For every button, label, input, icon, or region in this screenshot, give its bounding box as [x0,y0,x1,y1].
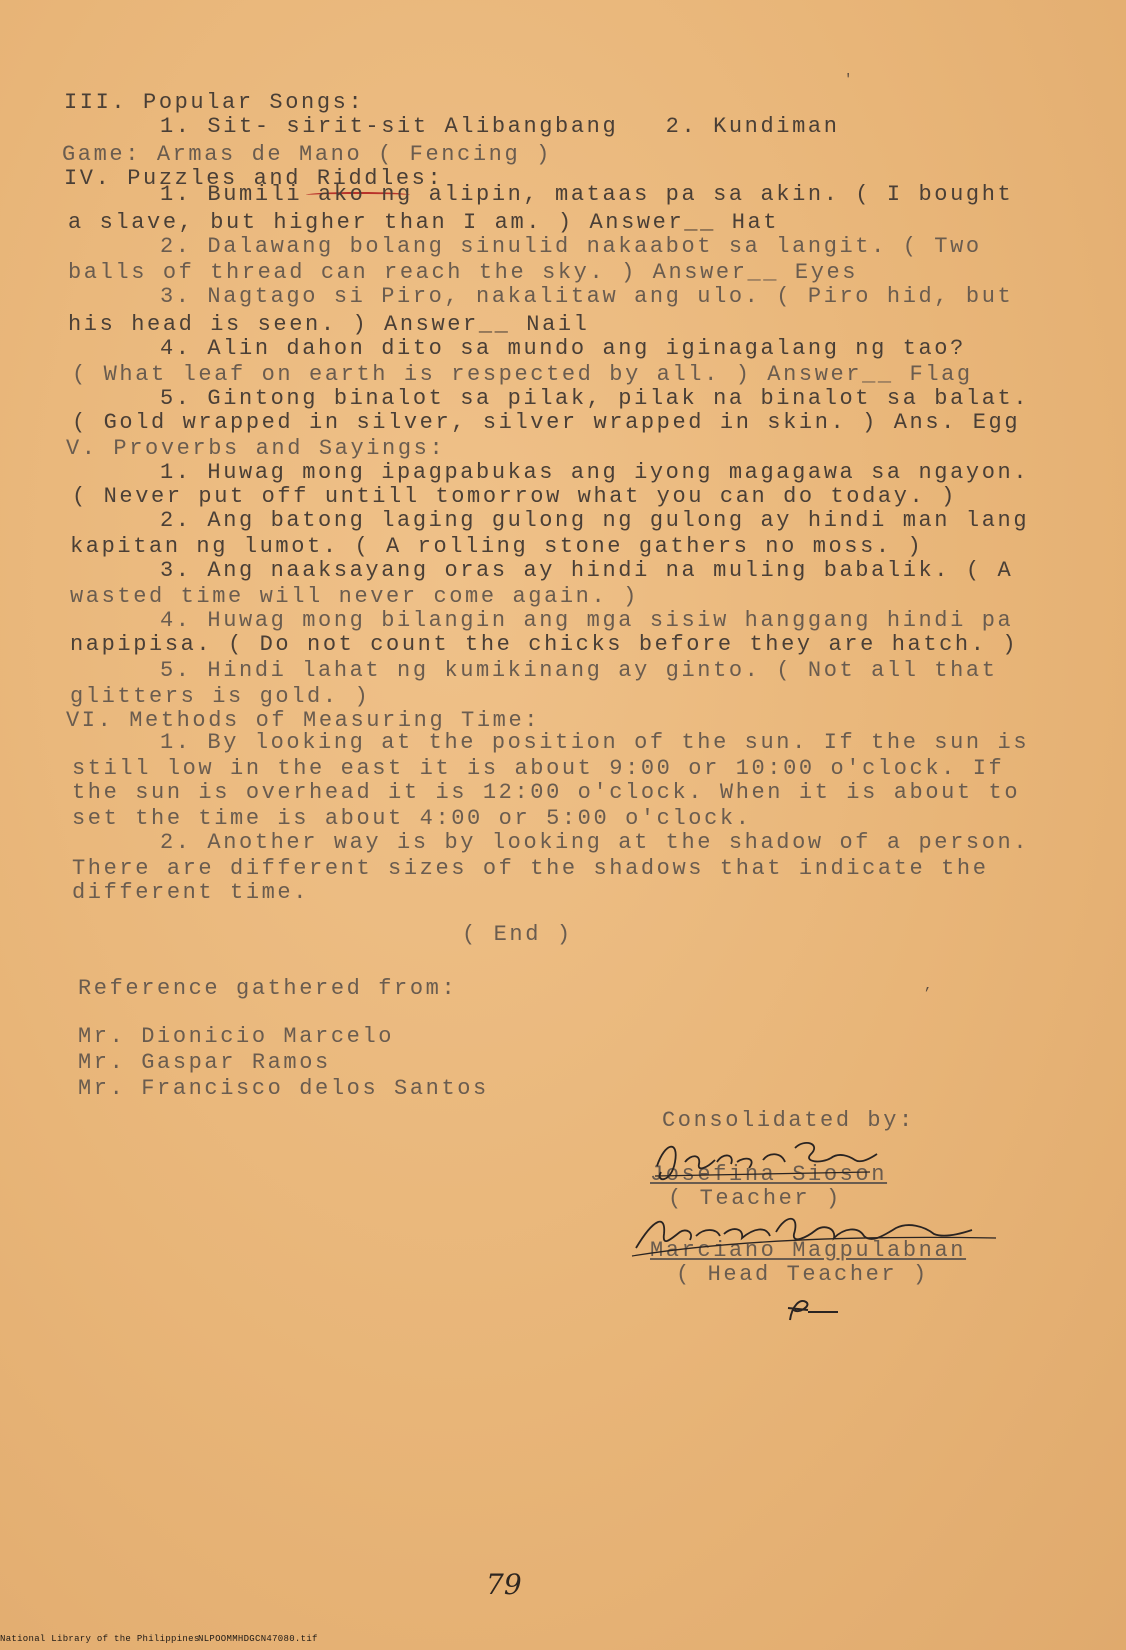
text-line: set the time is about 4:00 or 5:00 o'clock. [72,806,752,831]
end-mark: ( End ) [462,922,573,947]
initial-mark [784,1292,844,1326]
stray-mark: ' [844,72,853,88]
text-line: 1. Bumili ako ng alipin, mataas pa sa akin. ( I bought [160,182,1014,207]
text-line: a slave, but higher than I am. ) Answer__ Hat [68,210,780,235]
text-line: napipisa. ( Do not count the chicks before they are hatch. ) [70,632,1019,657]
teacher-role: ( Teacher ) [668,1186,842,1211]
section-heading-riddles: IV. Puzzles and Riddles: [64,166,444,191]
songs-list: 1. Sit- sirit-sit Alibangbang 2. Kundiman [160,114,840,139]
text-line: balls of thread can reach the sky. ) Answer__ Eyes [68,260,859,285]
text-line: 3. Nagtago si Piro, nakalitaw ang ulo. ( Piro hid, but [160,284,1014,309]
text-line: his head is seen. ) Answer__ Nail [68,312,590,337]
section-heading-time: VI. Methods of Measuring Time: [66,708,541,733]
consolidated-label: Consolidated by: [662,1108,915,1133]
text-line: the sun is overhead it is 12:00 o'clock. When it is about to [72,780,1021,805]
text-line: ( What leaf on earth is respected by all. ) Answer__ Flag [72,362,973,387]
text-line: ( Gold wrapped in silver, silver wrapped in skin. ) Ans. Egg [72,410,1021,435]
text-line: 5. Hindi lahat ng kumikinang ay ginto. ( Not all that [160,658,998,683]
text-line: 2. Ang batong laging gulong ng gulong ay hindi man lang [160,508,1030,533]
section-heading-songs: III. Popular Songs: [64,90,365,115]
text-line: 1. By looking at the position of the sun. If the sun is [160,730,1030,755]
teacher-signature [645,1132,888,1192]
head-teacher-name: Marciano Magpulabnan [650,1238,967,1263]
reference-item: Mr. Francisco delos Santos [78,1076,489,1101]
head-teacher-signature [624,1208,1004,1268]
stray-mark: , [924,978,933,994]
teacher-name: Josefina Sioson [650,1162,888,1187]
text-line: ( Never put off untill tomorrow what you can do today. ) [72,484,957,509]
footer-library: National Library of the Philippines [0,1634,200,1644]
game-line: Game: Armas de Mano ( Fencing ) [62,142,552,167]
reference-heading: Reference gathered from: [78,976,458,1001]
text-line: glitters is gold. ) [70,684,371,709]
text-line: 3. Ang naaksayang oras ay hindi na muling babalik. ( A [160,558,1014,583]
text-line: 1. Huwag mong ipagpabukas ang iyong magagawa sa ngayon. [160,460,1030,485]
text-line: 2. Dalawang bolang sinulid nakaabot sa langit. ( Two [160,234,982,259]
page-number: 79 [486,1568,522,1601]
reference-item: Mr. Gaspar Ramos [78,1050,331,1075]
text-line: still low in the east it is about 9:00 or 10:00 o'clock. If [72,756,1005,781]
text-line: different time. [72,880,310,905]
text-line: 4. Huwag mong bilangin ang mga sisiw hanggang hindi pa [160,608,1014,633]
reference-item: Mr. Dionicio Marcelo [78,1024,395,1049]
text-line: wasted time will never come again. ) [70,584,639,609]
footer-file-id: NLPOOMMHDGCN47080.tif [198,1634,318,1644]
section-heading-proverbs: V. Proverbs and Sayings: [66,436,446,461]
text-line: 4. Alin dahon dito sa mundo ang iginagalang ng tao? [160,336,966,361]
text-line: 2. Another way is by looking at the shadow of a person. [160,830,1030,855]
text-line: kapitan ng lumot. ( A rolling stone gathers no moss. ) [70,534,924,559]
head-teacher-role: ( Head Teacher ) [676,1262,929,1287]
text-line: 5. Gintong binalot sa pilak, pilak na binalot sa balat. [160,386,1030,411]
text-line: There are different sizes of the shadows that indicate the [72,856,989,881]
